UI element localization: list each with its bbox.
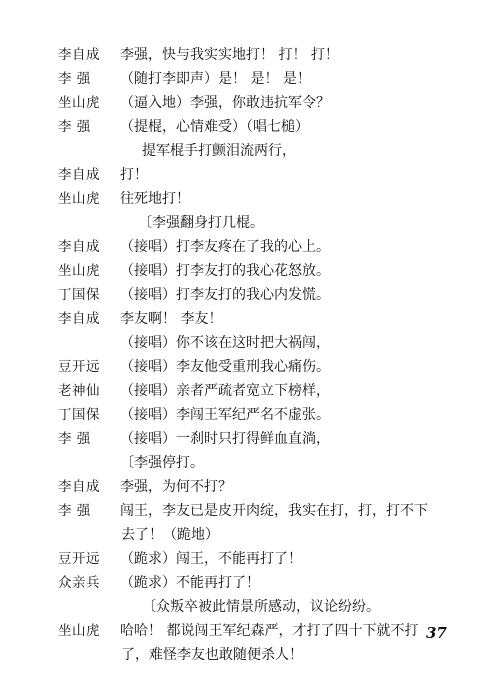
speaker-name: 老神仙 bbox=[58, 383, 100, 399]
speaker-name: 李 强 bbox=[58, 71, 91, 87]
page-number: 37 bbox=[426, 624, 447, 642]
speaker-name: 李自成 bbox=[58, 167, 100, 183]
dialogue-line bbox=[0, 236, 500, 258]
stage-direction-text: 〔李强翻身打几棍。 bbox=[138, 215, 264, 231]
speaker-name: 坐山虎 bbox=[58, 95, 100, 111]
dialogue-text: （接唱）打李友打的我心内发慌。 bbox=[120, 287, 330, 303]
dialogue-text: 哈哈！ 都说闯王军纪森严，才打了四十下就不打 bbox=[120, 623, 419, 639]
speaker-name: 李 强 bbox=[58, 119, 91, 135]
speaker-name: 李自成 bbox=[58, 311, 100, 327]
dialogue-text: 李友啊！ 李友！ bbox=[120, 311, 223, 327]
sung-line bbox=[0, 332, 500, 354]
dialogue-text: 李强，快与我实实地打！ 打！ 打！ bbox=[120, 47, 339, 63]
dialogue-line bbox=[0, 548, 500, 570]
dialogue-line bbox=[0, 476, 500, 498]
stage-direction-text: 〔众叛卒被此情景所感动，议论纷纷。 bbox=[142, 599, 380, 615]
dialogue-line bbox=[0, 164, 500, 186]
dialogue-line bbox=[0, 284, 500, 306]
speaker-name: 坐山虎 bbox=[58, 263, 100, 279]
speaker-name: 丁国保 bbox=[58, 287, 100, 303]
sung-text: （接唱）你不该在这时把大祸闯， bbox=[120, 335, 330, 351]
sung-text: 提军棍手打颤泪流两行， bbox=[142, 143, 296, 159]
speaker-name: 李自成 bbox=[58, 479, 100, 495]
dialogue-line bbox=[0, 380, 500, 402]
dialogue-line bbox=[0, 404, 500, 426]
speaker-name: 坐山虎 bbox=[58, 623, 100, 639]
dialogue-line bbox=[0, 356, 500, 378]
dialogue-text: 李强，为何不打？ bbox=[120, 479, 232, 495]
stage-direction bbox=[0, 596, 500, 618]
continuation-line bbox=[0, 644, 500, 666]
dialogue-text: （接唱）亲者严疏者宽立下榜样， bbox=[120, 383, 330, 399]
continuation-text: 去了！（跪地） bbox=[121, 527, 219, 543]
continuation-line bbox=[0, 524, 500, 546]
dialogue-line bbox=[0, 116, 500, 138]
speaker-name: 李自成 bbox=[58, 239, 100, 255]
dialogue-text: 打！ bbox=[120, 167, 148, 183]
dialogue-text: （随打李即声）是！ 是！ 是！ bbox=[120, 71, 311, 87]
dialogue-text: （跪求）闯王，不能再打了！ bbox=[120, 551, 302, 567]
speaker-name: 李 强 bbox=[58, 431, 91, 447]
continuation-text: 了，难怪李友也敢随便杀人！ bbox=[121, 647, 303, 663]
speaker-name: 豆开远 bbox=[58, 551, 100, 567]
speaker-name: 李自成 bbox=[58, 47, 100, 63]
dialogue-line bbox=[0, 188, 500, 210]
dialogue-text: （接唱）李闯王军纪严名不虚张。 bbox=[120, 407, 330, 423]
dialogue-line bbox=[0, 44, 500, 66]
stage-direction-text: 〔李强停打。 bbox=[120, 455, 204, 471]
dialogue-line bbox=[0, 572, 500, 594]
dialogue-text: （跪求）不能再打了！ bbox=[120, 575, 260, 591]
dialogue-line bbox=[0, 308, 500, 330]
dialogue-line bbox=[0, 68, 500, 90]
dialogue-text: （接唱）李友他受重刑我心痛伤。 bbox=[120, 359, 330, 375]
speaker-name: 众亲兵 bbox=[58, 575, 100, 591]
dialogue-text: 闯王，李友已是皮开肉绽，我实在打，打，打不下 bbox=[120, 503, 428, 519]
dialogue-text: （逼入地）李强，你敢违抗军令？ bbox=[120, 95, 330, 111]
dialogue-text: （提棍，心情难受）（唱七槌） bbox=[120, 119, 309, 135]
speaker-name: 豆开远 bbox=[58, 359, 100, 375]
stage-direction bbox=[0, 452, 500, 474]
dialogue-line bbox=[0, 260, 500, 282]
dialogue-line bbox=[0, 92, 500, 114]
speaker-name: 丁国保 bbox=[58, 407, 100, 423]
dialogue-text: 往死地打！ bbox=[120, 191, 190, 207]
dialogue-line bbox=[0, 500, 500, 522]
dialogue-line bbox=[0, 620, 500, 642]
dialogue-text: （接唱）打李友疼在了我的心上。 bbox=[120, 239, 330, 255]
stage-direction bbox=[0, 212, 500, 234]
speaker-name: 李 强 bbox=[58, 503, 91, 519]
dialogue-text: （接唱）一刹时只打得鲜血直淌， bbox=[120, 431, 330, 447]
speaker-name: 坐山虎 bbox=[58, 191, 100, 207]
sung-line bbox=[0, 140, 500, 162]
dialogue-text: （接唱）打李友打的我心花怒放。 bbox=[120, 263, 330, 279]
dialogue-line bbox=[0, 428, 500, 450]
